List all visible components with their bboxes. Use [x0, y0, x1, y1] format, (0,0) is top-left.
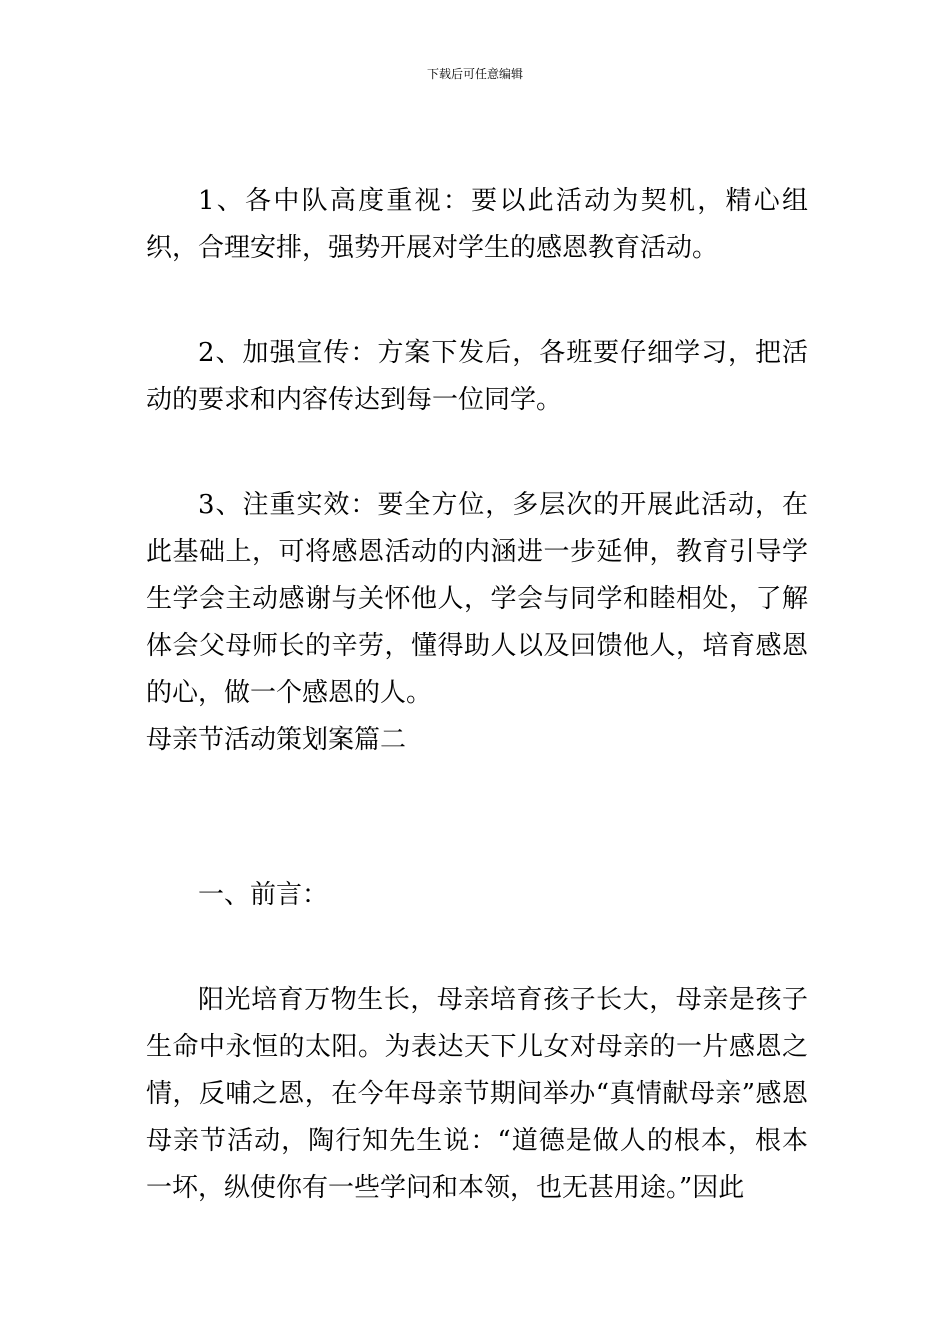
- paragraph-preface: 阳光培育万物生长，母亲培育孩子长大，母亲是孩子生命中永恒的太阳。为表达天下儿女对母亲的一片感恩之情，反哺之恩，在今年母亲节期间举办“真情献母亲”感恩母亲节活动，陶行知先生说：“道德是做人的根本，根本一坏，纵使你有一些学问和本领，也无甚用途。”因此: [146, 985, 808, 1203]
- paragraph-spacer: [146, 272, 808, 330]
- paragraph-item-2: 2、加强宣传：方案下发后，各班要仔细学习，把活动的要求和内容传达到每一位同学。: [146, 338, 808, 415]
- paragraph-spacer: [146, 919, 808, 977]
- page-header: 下载后可任意编辑: [426, 67, 523, 81]
- paragraph-item-3: 3、注重实效：要全方位，多层次的开展此活动，在此基础上，可将感恩活动的内涵进一步延伸，教育引导学生学会主动感谢与关怀他人，学会与同学和睦相处，了解体会父母师长的辛劳，懂得助人以及回馈他人，培育感恩的心，做一个感恩的人。: [146, 490, 808, 708]
- section-spacer: [146, 764, 808, 872]
- section-title: 母亲节活动策划案篇二: [146, 725, 407, 755]
- document-body: [146, 178, 808, 1212]
- subheading-preface: 一、前言：: [198, 880, 329, 910]
- paragraph-item-1: 1、各中队高度重视：要以此活动为契机，精心组织，合理安排，强势开展对学生的感恩教育活动。: [146, 186, 808, 263]
- paragraph-spacer: [146, 424, 808, 482]
